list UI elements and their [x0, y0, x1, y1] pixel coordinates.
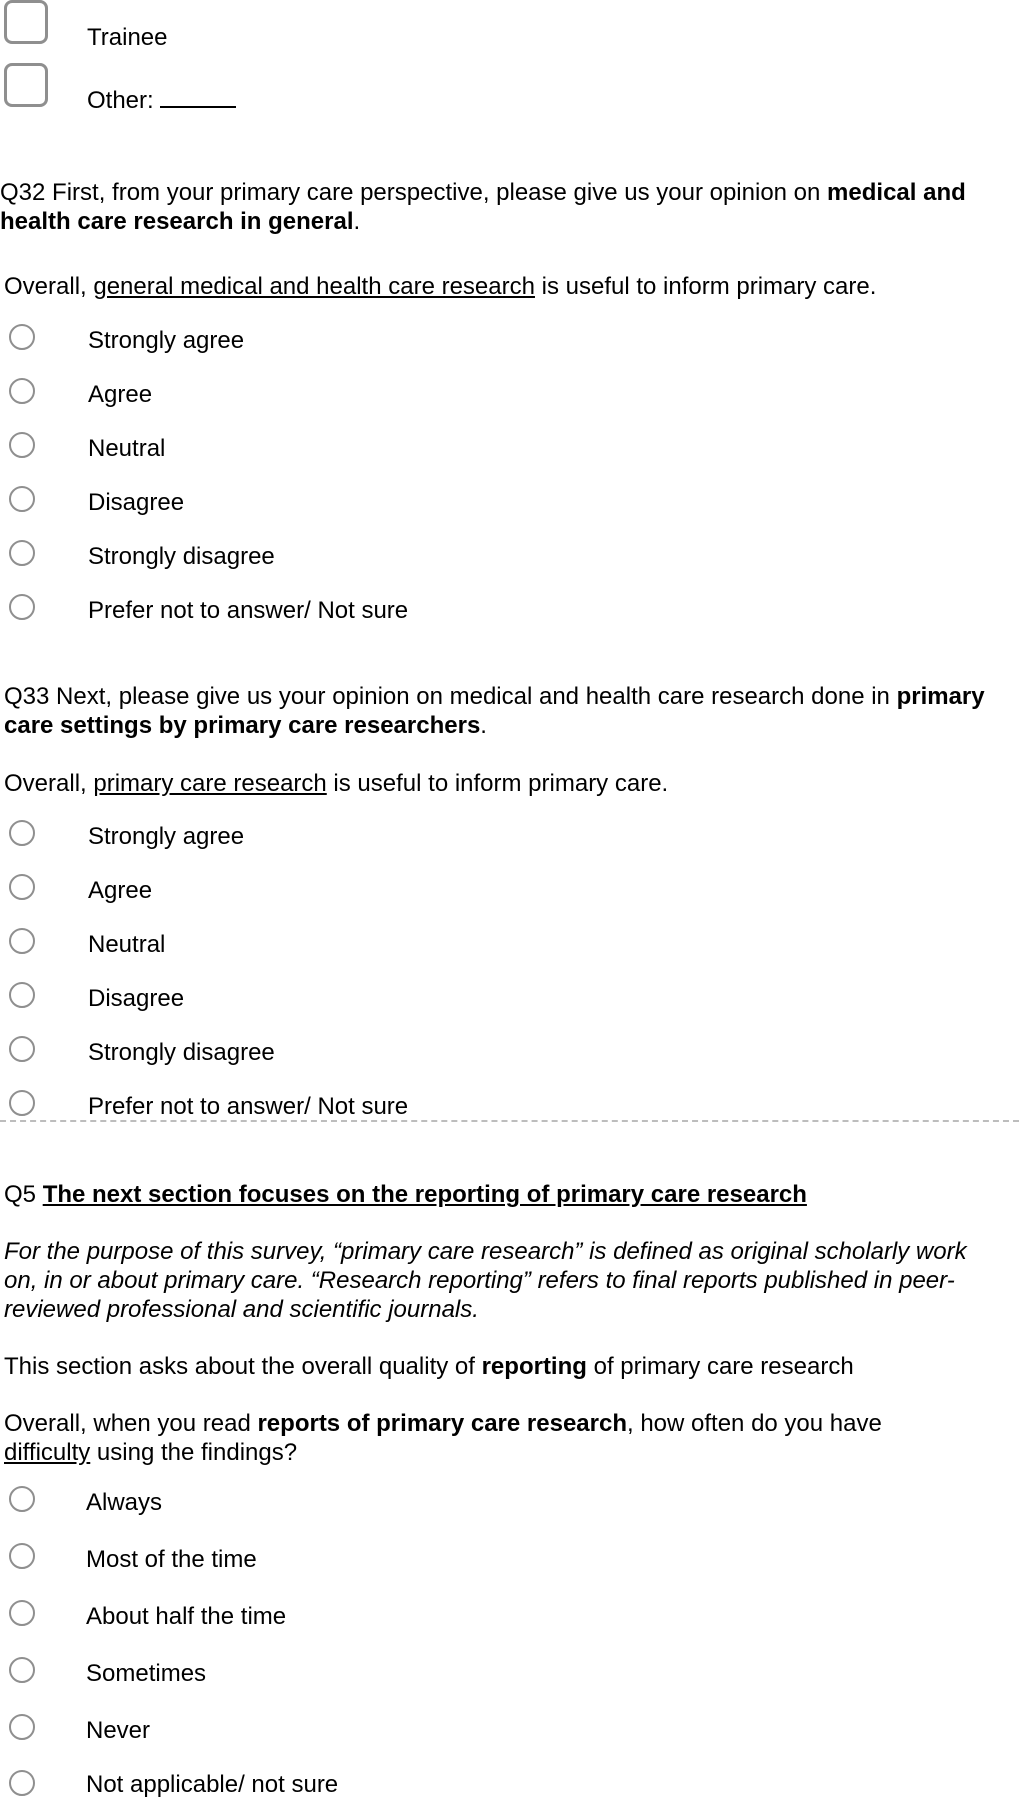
radio-button[interactable] [9, 1090, 35, 1116]
radio-button[interactable] [9, 928, 35, 954]
option-label: Strongly agree [88, 327, 245, 354]
option-label: Sometimes [86, 1660, 207, 1687]
radio-button[interactable] [9, 1657, 35, 1683]
option-label: Not applicable/ not sure [86, 1771, 339, 1798]
q5-heading: Q5 The next section focuses on the reporting of primary care research [4, 1181, 807, 1208]
q5-section-note: This section asks about the overall quality of reporting of primary care research [4, 1353, 854, 1380]
radio-button[interactable] [9, 820, 35, 846]
radio-button[interactable] [9, 1036, 35, 1062]
option-label: About half the time [86, 1603, 287, 1630]
checkbox[interactable] [4, 0, 48, 44]
option-label: Strongly agree [88, 823, 245, 850]
option-label: Other: [87, 87, 154, 114]
radio-button[interactable] [9, 1543, 35, 1569]
radio-button[interactable] [9, 1486, 35, 1512]
q32-statement: Overall, general medical and health care research is useful to inform primary care. [4, 273, 877, 300]
radio-button[interactable] [9, 432, 35, 458]
option-label: Prefer not to answer/ Not sure [88, 1093, 409, 1120]
option-label: Prefer not to answer/ Not sure [88, 597, 409, 624]
option-label: Strongly disagree [88, 543, 275, 570]
radio-button[interactable] [9, 1714, 35, 1740]
radio-button[interactable] [9, 1770, 35, 1796]
option-label: Neutral [88, 931, 166, 958]
radio-button[interactable] [9, 378, 35, 404]
q33-statement: Overall, primary care research is useful to inform primary care. [4, 770, 669, 797]
page-divider [0, 1120, 1019, 1122]
radio-button[interactable] [9, 486, 35, 512]
option-label: Disagree [88, 985, 185, 1012]
option-label: Agree [88, 877, 153, 904]
question-number: Q33 [4, 683, 50, 710]
q5-definition: For the purpose of this survey, “primary care research” is defined as original scholarly work on, in or about primary care. “Research reporting” refers to final reports published in peer-reviewed professional and scientific journals. [4, 1238, 967, 1323]
option-label: Never [86, 1717, 151, 1744]
other-text-field[interactable] [160, 86, 236, 108]
option-label: Disagree [88, 489, 185, 516]
q32-intro: Q32 First, from your primary care perspective, please give us your opinion on medical and health care research in general. [0, 179, 966, 235]
radio-button[interactable] [9, 594, 35, 620]
option-label: Trainee [87, 24, 168, 51]
radio-button[interactable] [9, 874, 35, 900]
option-label: Most of the time [86, 1546, 257, 1573]
radio-button[interactable] [9, 1600, 35, 1626]
q5-question: Overall, when you read reports of primary care research, how often do you have difficulty using the findings? [4, 1410, 882, 1466]
radio-button[interactable] [9, 324, 35, 350]
radio-button[interactable] [9, 540, 35, 566]
option-label: Neutral [88, 435, 166, 462]
q33-intro: Q33 Next, please give us your opinion on medical and health care research done in primary care settings by primary care researchers. [4, 683, 985, 739]
checkbox[interactable] [4, 63, 48, 107]
question-number: Q32 [0, 179, 46, 206]
question-number: Q5 [4, 1181, 37, 1208]
option-label: Always [86, 1489, 163, 1516]
option-label: Agree [88, 381, 153, 408]
radio-button[interactable] [9, 982, 35, 1008]
option-label: Strongly disagree [88, 1039, 275, 1066]
